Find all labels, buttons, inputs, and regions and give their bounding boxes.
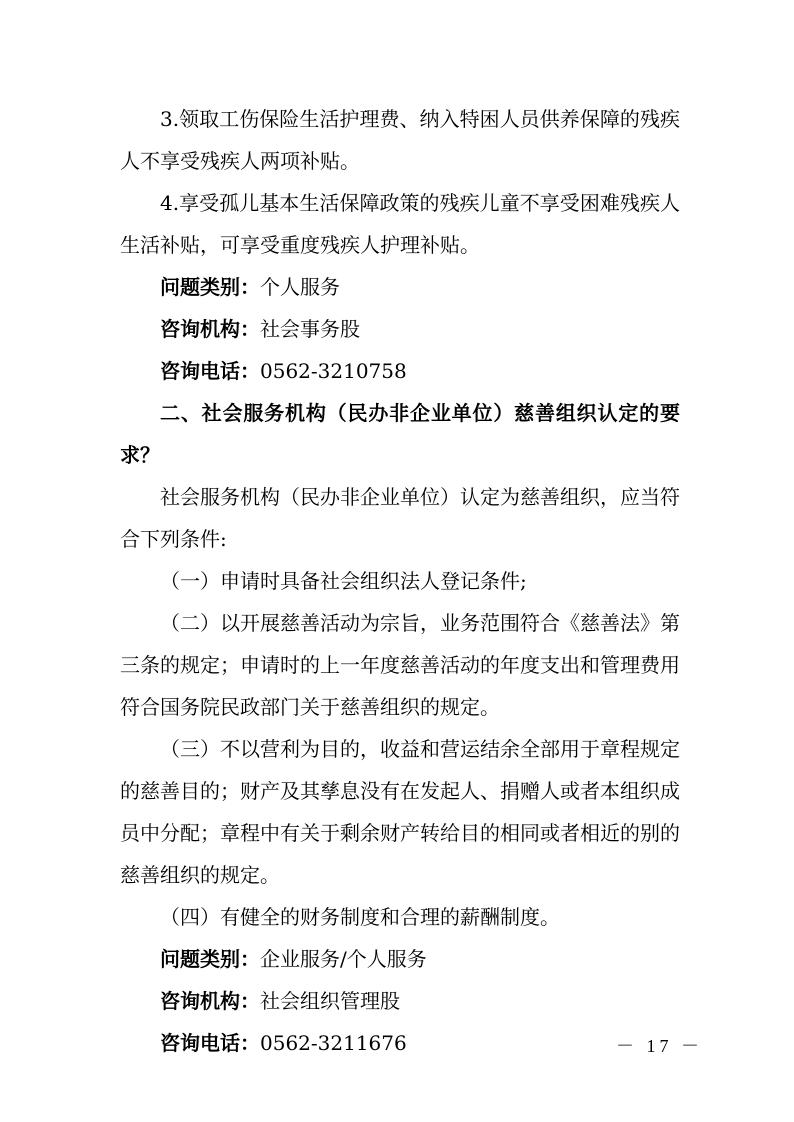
condition-1: （一）申请时具备社会组织法人登记条件; [160, 569, 527, 593]
page-body [120, 98, 680, 1064]
section-intro: 社会服务机构（民办非企业单位）认定为慈善组织，应当符合下列条件: [120, 485, 680, 551]
question-category-value-2: 企业服务/个人服务 [260, 947, 427, 971]
question-category-row [120, 266, 680, 308]
consult-phone-label: 咨询电话： [160, 359, 260, 383]
consult-phone-label-2: 咨询电话： [160, 1031, 260, 1055]
consult-agency-label: 咨询机构： [160, 317, 260, 341]
consult-phone-value-2: 0562-3211676 [260, 1031, 407, 1055]
question-category-label-2: 问题类别： [160, 947, 260, 971]
section-heading: 二、社会服务机构（民办非企业单位）慈善组织认定的要求？ [120, 401, 680, 467]
item-3: 3.领取工伤保险生活护理费、纳入特困人员供养保障的残疾人不享受残疾人两项补贴。 [120, 107, 680, 173]
consult-phone-row [120, 350, 680, 392]
question-category-row-2 [120, 938, 680, 980]
consult-agency-row-2 [120, 980, 680, 1022]
consult-agency-value-2: 社会组织管理股 [260, 989, 400, 1013]
consult-phone-value: 0562-3210758 [260, 359, 407, 383]
condition-3: （三）不以营利为目的，收益和营运结余全部用于章程规定的慈善目的；财产及其孳息没有在发起人、捐赠人或者本组织成员中分配；章程中有关于剩余财产转给目的相同或者相近的别的慈善组织的规定。 [120, 737, 680, 887]
consult-agency-value: 社会事务股 [260, 317, 360, 341]
page-number: － 17 － [616, 1036, 703, 1056]
question-category-value: 个人服务 [260, 275, 340, 299]
consult-phone-row-2 [120, 1022, 680, 1064]
item-4: 4.享受孤儿基本生活保障政策的残疾儿童不享受困难残疾人生活补贴，可享受重度残疾人护理补贴。 [120, 191, 680, 257]
question-category-label: 问题类别： [160, 275, 260, 299]
condition-4: （四）有健全的财务制度和合理的薪酬制度。 [160, 905, 560, 929]
consult-agency-row [120, 308, 680, 350]
consult-agency-label-2: 咨询机构： [160, 989, 260, 1013]
condition-2: （二）以开展慈善活动为宗旨，业务范围符合《慈善法》第三条的规定；申请时的上一年度慈善活动的年度支出和管理费用符合国务院民政部门关于慈善组织的规定。 [120, 611, 680, 719]
